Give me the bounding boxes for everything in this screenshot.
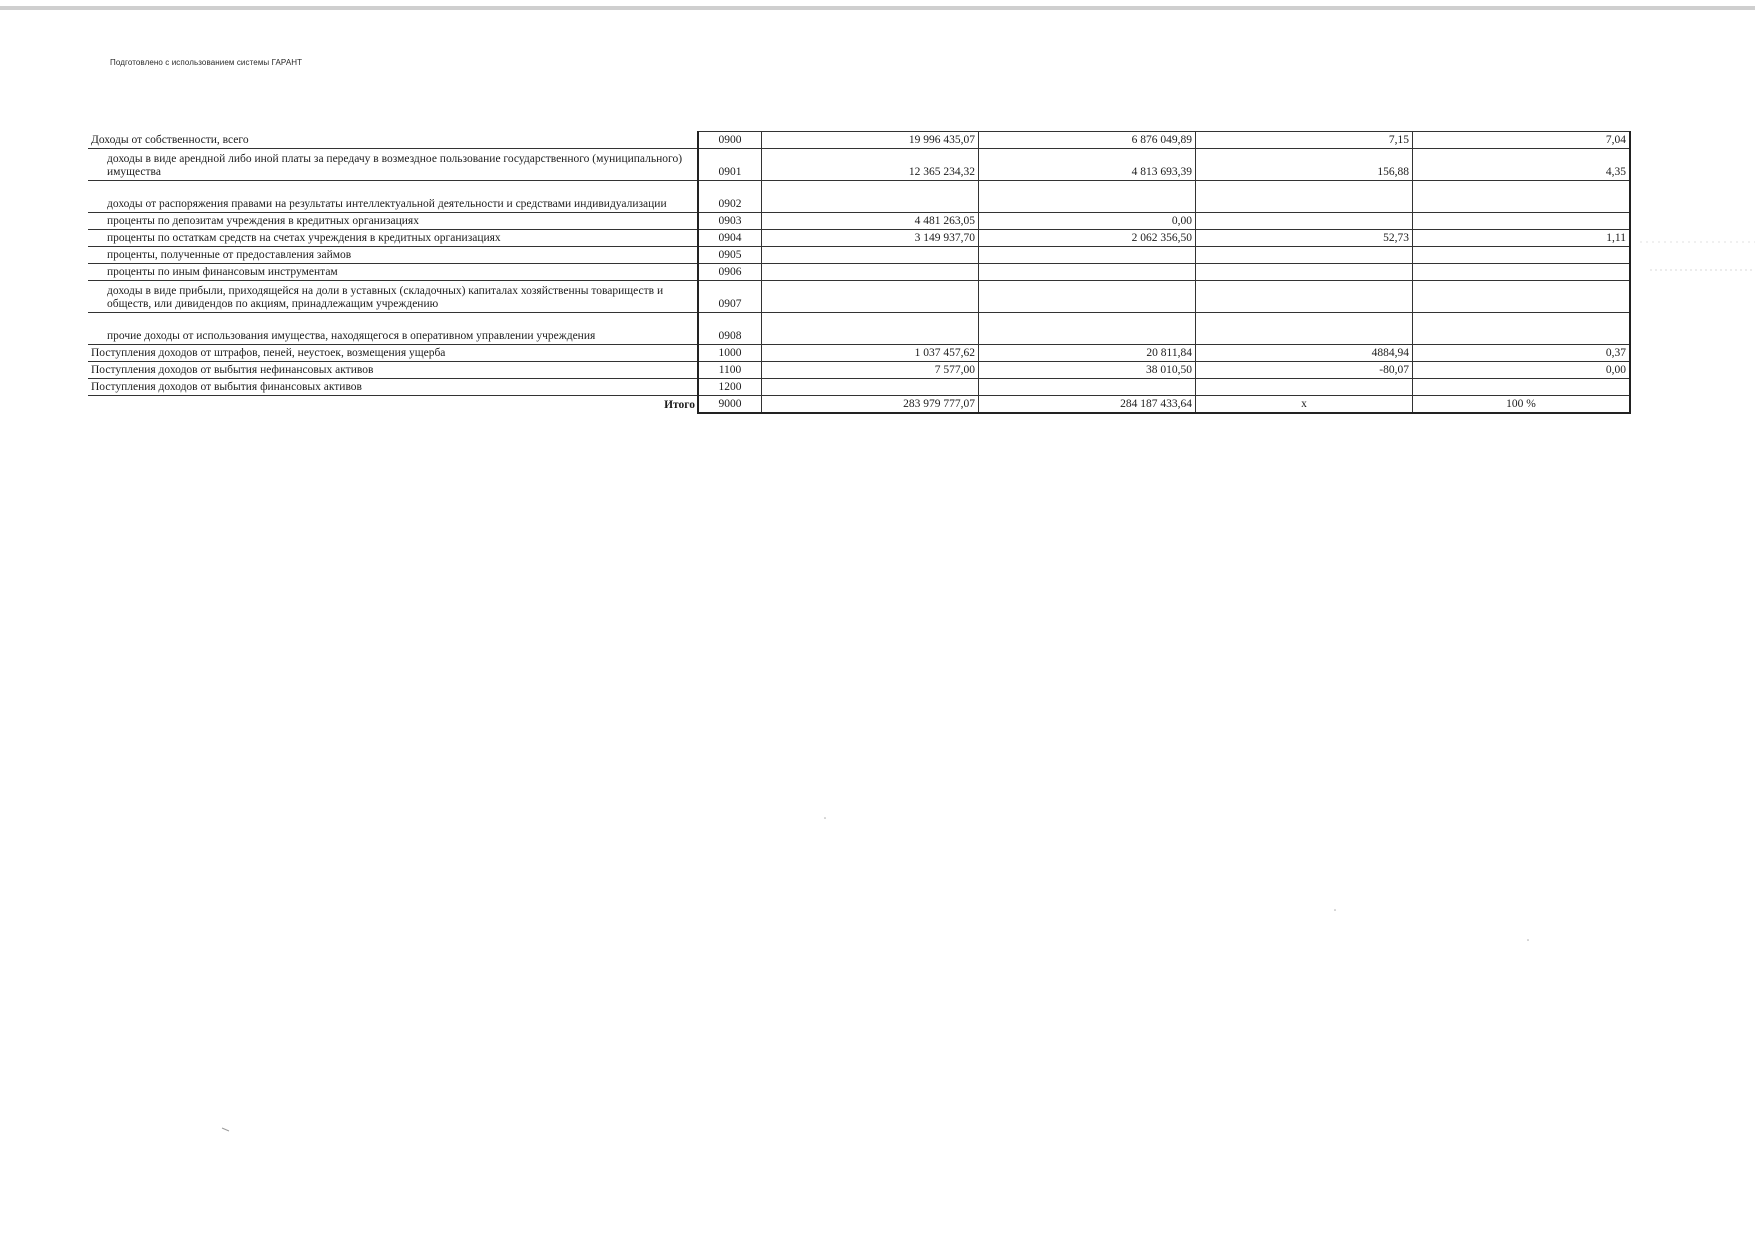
row-value-3 <box>1196 181 1413 213</box>
row-value-2 <box>979 247 1196 264</box>
row-name: доходы в виде арендной либо иной платы за передачу в возмездное пользование государственного (муниципального) имущества <box>88 149 698 181</box>
row-value-1: 7 577,00 <box>762 362 979 379</box>
row-name: проценты по депозитам учреждения в кредитных организациях <box>88 213 698 230</box>
row-name: доходы в виде прибыли, приходящейся на доли в уставных (складочных) капиталах хозяйственны товариществ и обществ, или дивидендов по акциям, принадлежащим учреждению <box>88 281 698 313</box>
row-value-3 <box>1196 213 1413 230</box>
row-name: проценты по остаткам средств на счетах учреждения в кредитных организациях <box>88 230 698 247</box>
row-code: 0902 <box>698 181 762 213</box>
row-code: 0907 <box>698 281 762 313</box>
row-code: 0908 <box>698 313 762 345</box>
row-value-3: 7,15 <box>1196 132 1413 149</box>
total-code: 9000 <box>698 396 762 413</box>
row-value-2 <box>979 264 1196 281</box>
table-row <box>88 132 1630 149</box>
row-value-2 <box>979 313 1196 345</box>
row-value-3 <box>1196 313 1413 345</box>
row-code: 0906 <box>698 264 762 281</box>
row-code: 0904 <box>698 230 762 247</box>
row-value-1 <box>762 379 979 396</box>
table-row <box>88 230 1630 247</box>
row-value-4: 7,04 <box>1413 132 1631 149</box>
row-value-2: 4 813 693,39 <box>979 149 1196 181</box>
row-code: 0905 <box>698 247 762 264</box>
row-value-2: 0,00 <box>979 213 1196 230</box>
row-value-3: 52,73 <box>1196 230 1413 247</box>
row-name: прочие доходы от использования имущества, находящегося в оперативном управлении учреждения <box>88 313 698 345</box>
row-value-3: 4884,94 <box>1196 345 1413 362</box>
row-value-3 <box>1196 247 1413 264</box>
total-row <box>88 396 1630 413</box>
table-row <box>88 313 1630 345</box>
row-value-4: 0,00 <box>1413 362 1631 379</box>
row-value-4 <box>1413 213 1631 230</box>
row-value-4: 0,37 <box>1413 345 1631 362</box>
row-value-2: 20 811,84 <box>979 345 1196 362</box>
scan-top-edge <box>0 6 1755 10</box>
row-value-4: 4,35 <box>1413 149 1631 181</box>
row-value-1: 19 996 435,07 <box>762 132 979 149</box>
row-value-2 <box>979 181 1196 213</box>
row-value-1: 4 481 263,05 <box>762 213 979 230</box>
row-name: Поступления доходов от штрафов, пеней, неустоек, возмещения ущерба <box>88 345 698 362</box>
table-row <box>88 213 1630 230</box>
row-name: Доходы от собственности, всего <box>88 132 698 149</box>
row-value-3: -80,07 <box>1196 362 1413 379</box>
row-name: доходы от распоряжения правами на результаты интеллектуальной деятельности и средствами индивидуализации <box>88 181 698 213</box>
row-value-1 <box>762 281 979 313</box>
row-code: 0903 <box>698 213 762 230</box>
table-row <box>88 345 1630 362</box>
row-value-2 <box>979 281 1196 313</box>
total-value-3: х <box>1196 396 1413 413</box>
row-value-4 <box>1413 181 1631 213</box>
row-value-3: 156,88 <box>1196 149 1413 181</box>
row-code: 1200 <box>698 379 762 396</box>
row-value-1: 12 365 234,32 <box>762 149 979 181</box>
table-row <box>88 264 1630 281</box>
row-value-4 <box>1413 281 1631 313</box>
row-code: 0900 <box>698 132 762 149</box>
table-row <box>88 379 1630 396</box>
row-name: проценты, полученные от предоставления займов <box>88 247 698 264</box>
row-name: проценты по иным финансовым инструментам <box>88 264 698 281</box>
row-value-2: 38 010,50 <box>979 362 1196 379</box>
row-name: Поступления доходов от выбытия финансовых активов <box>88 379 698 396</box>
total-value-4: 100 % <box>1413 396 1631 413</box>
row-value-4 <box>1413 264 1631 281</box>
table-row <box>88 281 1630 313</box>
row-value-4 <box>1413 313 1631 345</box>
row-value-1 <box>762 247 979 264</box>
table-row <box>88 149 1630 181</box>
row-code: 0901 <box>698 149 762 181</box>
row-value-4 <box>1413 247 1631 264</box>
row-value-3 <box>1196 379 1413 396</box>
row-value-4 <box>1413 379 1631 396</box>
total-value-2: 284 187 433,64 <box>979 396 1196 413</box>
row-value-1 <box>762 264 979 281</box>
table-row <box>88 362 1630 379</box>
table-row <box>88 247 1630 264</box>
total-label: Итого <box>664 398 695 411</box>
row-value-1: 1 037 457,62 <box>762 345 979 362</box>
row-value-2: 2 062 356,50 <box>979 230 1196 247</box>
row-code: 1000 <box>698 345 762 362</box>
table-row <box>88 181 1630 213</box>
row-value-1: 3 149 937,70 <box>762 230 979 247</box>
row-value-2: 6 876 049,89 <box>979 132 1196 149</box>
income-table <box>88 131 1631 414</box>
row-name: Поступления доходов от выбытия нефинансовых активов <box>88 362 698 379</box>
row-value-1 <box>762 313 979 345</box>
row-value-1 <box>762 181 979 213</box>
total-value-1: 283 979 777,07 <box>762 396 979 413</box>
row-value-4: 1,11 <box>1413 230 1631 247</box>
row-value-2 <box>979 379 1196 396</box>
garant-header-note: Подготовлено с использованием системы ГАРАНТ <box>110 58 303 67</box>
row-value-3 <box>1196 281 1413 313</box>
row-value-3 <box>1196 264 1413 281</box>
row-code: 1100 <box>698 362 762 379</box>
